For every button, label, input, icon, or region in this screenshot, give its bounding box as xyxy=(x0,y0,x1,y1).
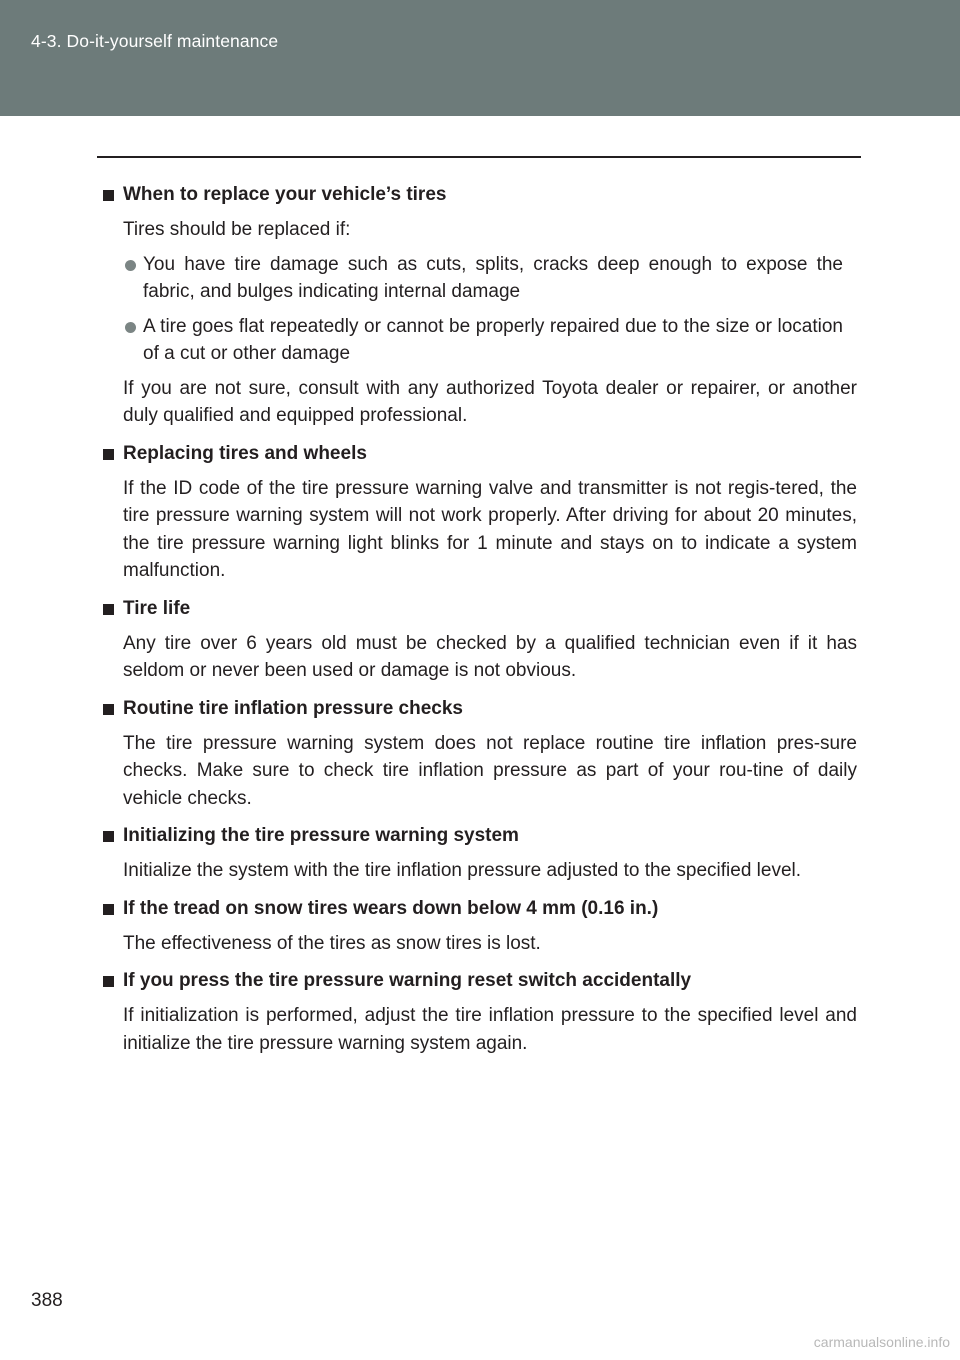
square-bullet-icon xyxy=(103,190,114,201)
topic-paragraph: Any tire over 6 years old must be checked by a qualified technician even if it has seldom or never been used or damage is not obvious. xyxy=(123,632,857,681)
topic-routine-pressure-checks xyxy=(100,694,857,813)
topic-heading-text: Routine tire inflation pressure checks xyxy=(123,697,463,719)
list-item-text: You have tire damage such as cuts, splits, cracks deep enough to expose the fabric, and bulges indicating internal damage xyxy=(143,253,843,302)
topic-heading-text: If the tread on snow tires wears down below 4 mm (0.16 in.) xyxy=(123,897,659,919)
topic-paragraph: If the ID code of the tire pressure warning valve and transmitter is not regis-tered, the tire pressure warning system will not work properly. After driving for about 20 minutes, the tire pressure warning light blinks for 1 minute and stays on to indicate a system malfunction. xyxy=(123,477,857,581)
header-band xyxy=(0,0,960,116)
topic-heading xyxy=(100,694,857,724)
page-number: 388 xyxy=(31,1290,63,1311)
square-bullet-icon xyxy=(103,704,114,715)
round-bullet-icon xyxy=(125,322,136,333)
square-bullet-icon xyxy=(103,604,114,615)
section-title: 4-3. Do-it-yourself maintenance xyxy=(31,31,279,51)
topic-heading xyxy=(100,439,857,469)
square-bullet-icon xyxy=(103,831,114,842)
topic-heading-text: Initializing the tire pressure warning system xyxy=(123,825,519,846)
square-bullet-icon xyxy=(103,449,114,460)
topic-heading-text: Replacing tires and wheels xyxy=(123,442,367,464)
topic-when-to-replace-tires xyxy=(100,180,857,430)
list-item xyxy=(143,251,857,306)
topic-reset-switch-accident xyxy=(100,966,857,1057)
list-item xyxy=(143,313,857,368)
watermark: carmanualsonline.info xyxy=(813,1334,950,1350)
topic-paragraph: If you are not sure, consult with any authorized Toyota dealer or repairer, or another duly qualified and equipped professional. xyxy=(123,377,857,426)
round-bullet-icon xyxy=(125,260,136,271)
topic-paragraph: Tires should be replaced if: xyxy=(123,219,351,240)
topic-heading-text: If you press the tire pressure warning reset switch accidentally xyxy=(123,970,692,991)
square-bullet-icon xyxy=(103,904,114,915)
divider-rule xyxy=(97,156,861,158)
topic-paragraph: Initialize the system with the tire inflation pressure adjusted to the specified level. xyxy=(123,860,802,881)
topic-snow-tire-tread xyxy=(100,894,857,958)
topic-paragraph: The tire pressure warning system does not replace routine tire inflation pres-sure checks. Make sure to check tire inflation pressure as part of your rou-tine of daily vehicle checks. xyxy=(123,732,857,809)
topic-heading xyxy=(100,821,857,851)
topic-paragraph: If initialization is performed, adjust the tire inflation pressure to the specified level and initialize the tire pressure warning system again. xyxy=(123,1005,857,1054)
main-content xyxy=(100,180,857,1066)
square-bullet-icon xyxy=(103,976,114,987)
topic-heading xyxy=(100,894,857,924)
topic-heading xyxy=(100,966,857,996)
topic-heading-text: When to replace your vehicle’s tires xyxy=(123,184,447,205)
topic-heading xyxy=(100,180,857,210)
topic-heading xyxy=(100,594,857,624)
list-item-text: A tire goes flat repeatedly or cannot be properly repaired due to the size or location of a cut or other damage xyxy=(143,315,843,364)
topic-initializing-system xyxy=(100,821,857,885)
topic-tire-life xyxy=(100,594,857,685)
topic-heading-text: Tire life xyxy=(123,597,191,619)
topic-paragraph: The effectiveness of the tires as snow tires is lost. xyxy=(123,932,541,954)
topic-replacing-tires-and-wheels xyxy=(100,439,857,585)
